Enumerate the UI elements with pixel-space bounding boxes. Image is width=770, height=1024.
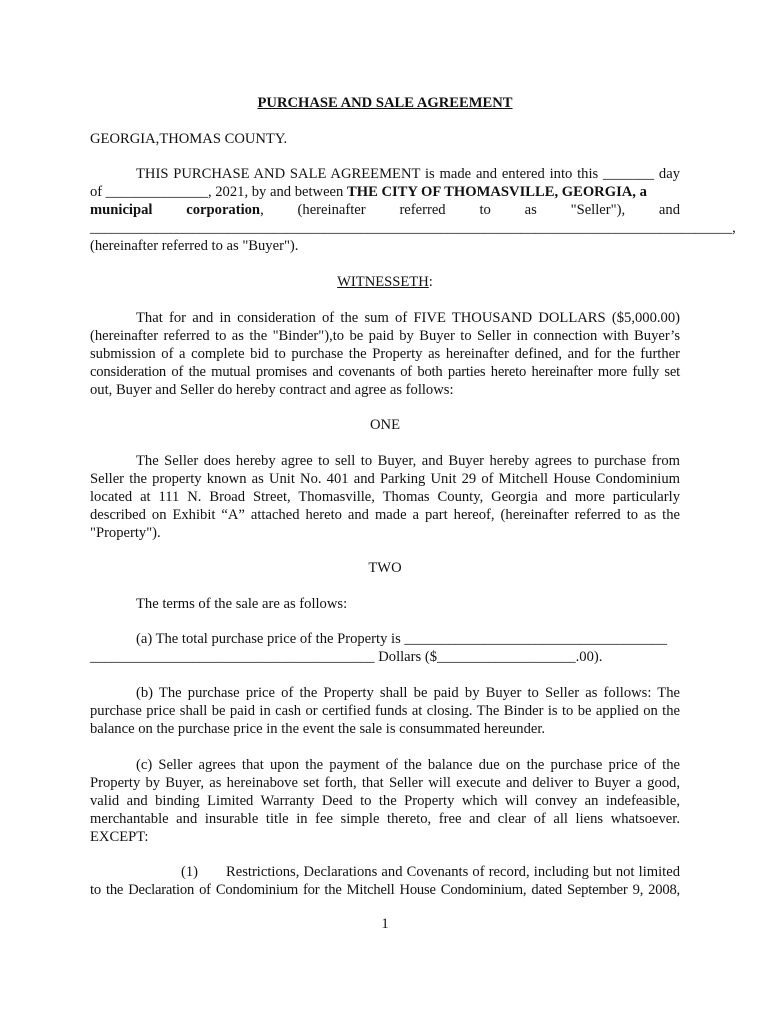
location-line: GEORGIA,THOMAS COUNTY. bbox=[90, 131, 288, 147]
intro-line-3 bbox=[90, 201, 680, 219]
clause-c-line: Property by Buyer, as hereinabove set forth, that Seller will execute and deliver to Buyer a good, bbox=[90, 775, 680, 791]
seller-name: THE CITY OF THOMASVILLE, GEORGIA, a bbox=[346, 184, 647, 200]
consideration-line: That for and in consideration of the sum of FIVE THOUSAND DOLLARS ($5,000.00) bbox=[136, 310, 680, 326]
witnesseth-text: WITNESSETH bbox=[337, 274, 429, 290]
witnesseth-heading bbox=[0, 273, 770, 291]
seller-entity-type: municipal corporation bbox=[90, 202, 261, 218]
section-one-line: Seller the property known as Unit No. 401 and Parking Unit 29 of Mitchell House Condominium bbox=[90, 471, 680, 487]
page-number: 1 bbox=[381, 916, 389, 932]
intro-line-1: THIS PURCHASE AND SALE AGREEMENT is made and entered into this _______ day bbox=[136, 166, 680, 182]
clause-a-line-2: _______________________________________ Dollars ($___________________.00). bbox=[90, 649, 603, 665]
clause-a-line-1: (a) The total purchase price of the Property is ____________________________________ bbox=[136, 631, 668, 647]
section-one-line: "Property"). bbox=[90, 525, 161, 541]
intro-line-2 bbox=[90, 183, 647, 201]
section-one-heading: ONE bbox=[370, 417, 400, 433]
terms-intro: The terms of the sale are as follows: bbox=[136, 596, 348, 612]
exception-1-line-1: Restrictions, Declarations and Covenants of record, including but not limited bbox=[226, 864, 680, 880]
section-one-line: located at 111 N. Broad Street, Thomasville, Thomas County, Georgia and more particularly bbox=[90, 489, 680, 505]
consideration-line: consideration of the mutual promises and covenants of both parties hereto hereinafter more fully set bbox=[90, 364, 680, 380]
clause-c-line: EXCEPT: bbox=[90, 829, 149, 845]
buyer-name-blank: ________________________________________________________________________________________, bbox=[90, 220, 736, 236]
witnesseth-colon: : bbox=[428, 274, 433, 290]
section-one-line: The Seller does hereby agree to sell to Buyer, and Buyer hereby agrees to purchase from bbox=[136, 453, 680, 469]
section-one-line: described on Exhibit “A” attached hereto and made a part hereof, (hereinafter referred to as the bbox=[90, 507, 680, 523]
exception-1-number: (1) bbox=[181, 864, 199, 880]
intro-line-3-text: , (hereinafter referred to as "Seller"), and bbox=[260, 202, 681, 218]
consideration-line: (hereinafter referred to as the "Binder"),to be paid by Buyer to Seller in connection with Buyer’s bbox=[90, 328, 680, 344]
clause-b-line: purchase price shall be paid in cash or certified funds at closing. The Binder is to be applied on the bbox=[90, 703, 680, 719]
document-title: PURCHASE AND SALE AGREEMENT bbox=[257, 95, 513, 111]
consideration-line: out, Buyer and Seller do hereby contract and agree as follows: bbox=[90, 382, 454, 398]
clause-b-line: (b) The purchase price of the Property shall be paid by Buyer to Seller as follows: The bbox=[136, 685, 680, 701]
exception-1-line-2: to the Declaration of Condominium for the Mitchell House Condominium, dated September 9, 2008, bbox=[90, 882, 680, 898]
clause-c-line: (c) Seller agrees that upon the payment of the balance due on the purchase price of the bbox=[136, 757, 680, 773]
intro-line-5: (hereinafter referred to as "Buyer"). bbox=[90, 238, 299, 254]
section-two-heading: TWO bbox=[368, 560, 402, 576]
clause-c-line: merchantable and insurable title in fee simple thereto, free and clear of all liens whatsoever. bbox=[90, 811, 680, 827]
intro-line-2-text: of ______________, 2021, by and between bbox=[90, 184, 347, 200]
clause-c-line: valid and binding Limited Warranty Deed to the Property which will convey an indefeasible, bbox=[90, 793, 680, 809]
consideration-line: submission of a complete bid to purchase the Property as hereinafter defined, and for the further bbox=[90, 346, 680, 362]
clause-b-line: balance on the purchase price in the event the sale is consummated hereunder. bbox=[90, 721, 546, 737]
